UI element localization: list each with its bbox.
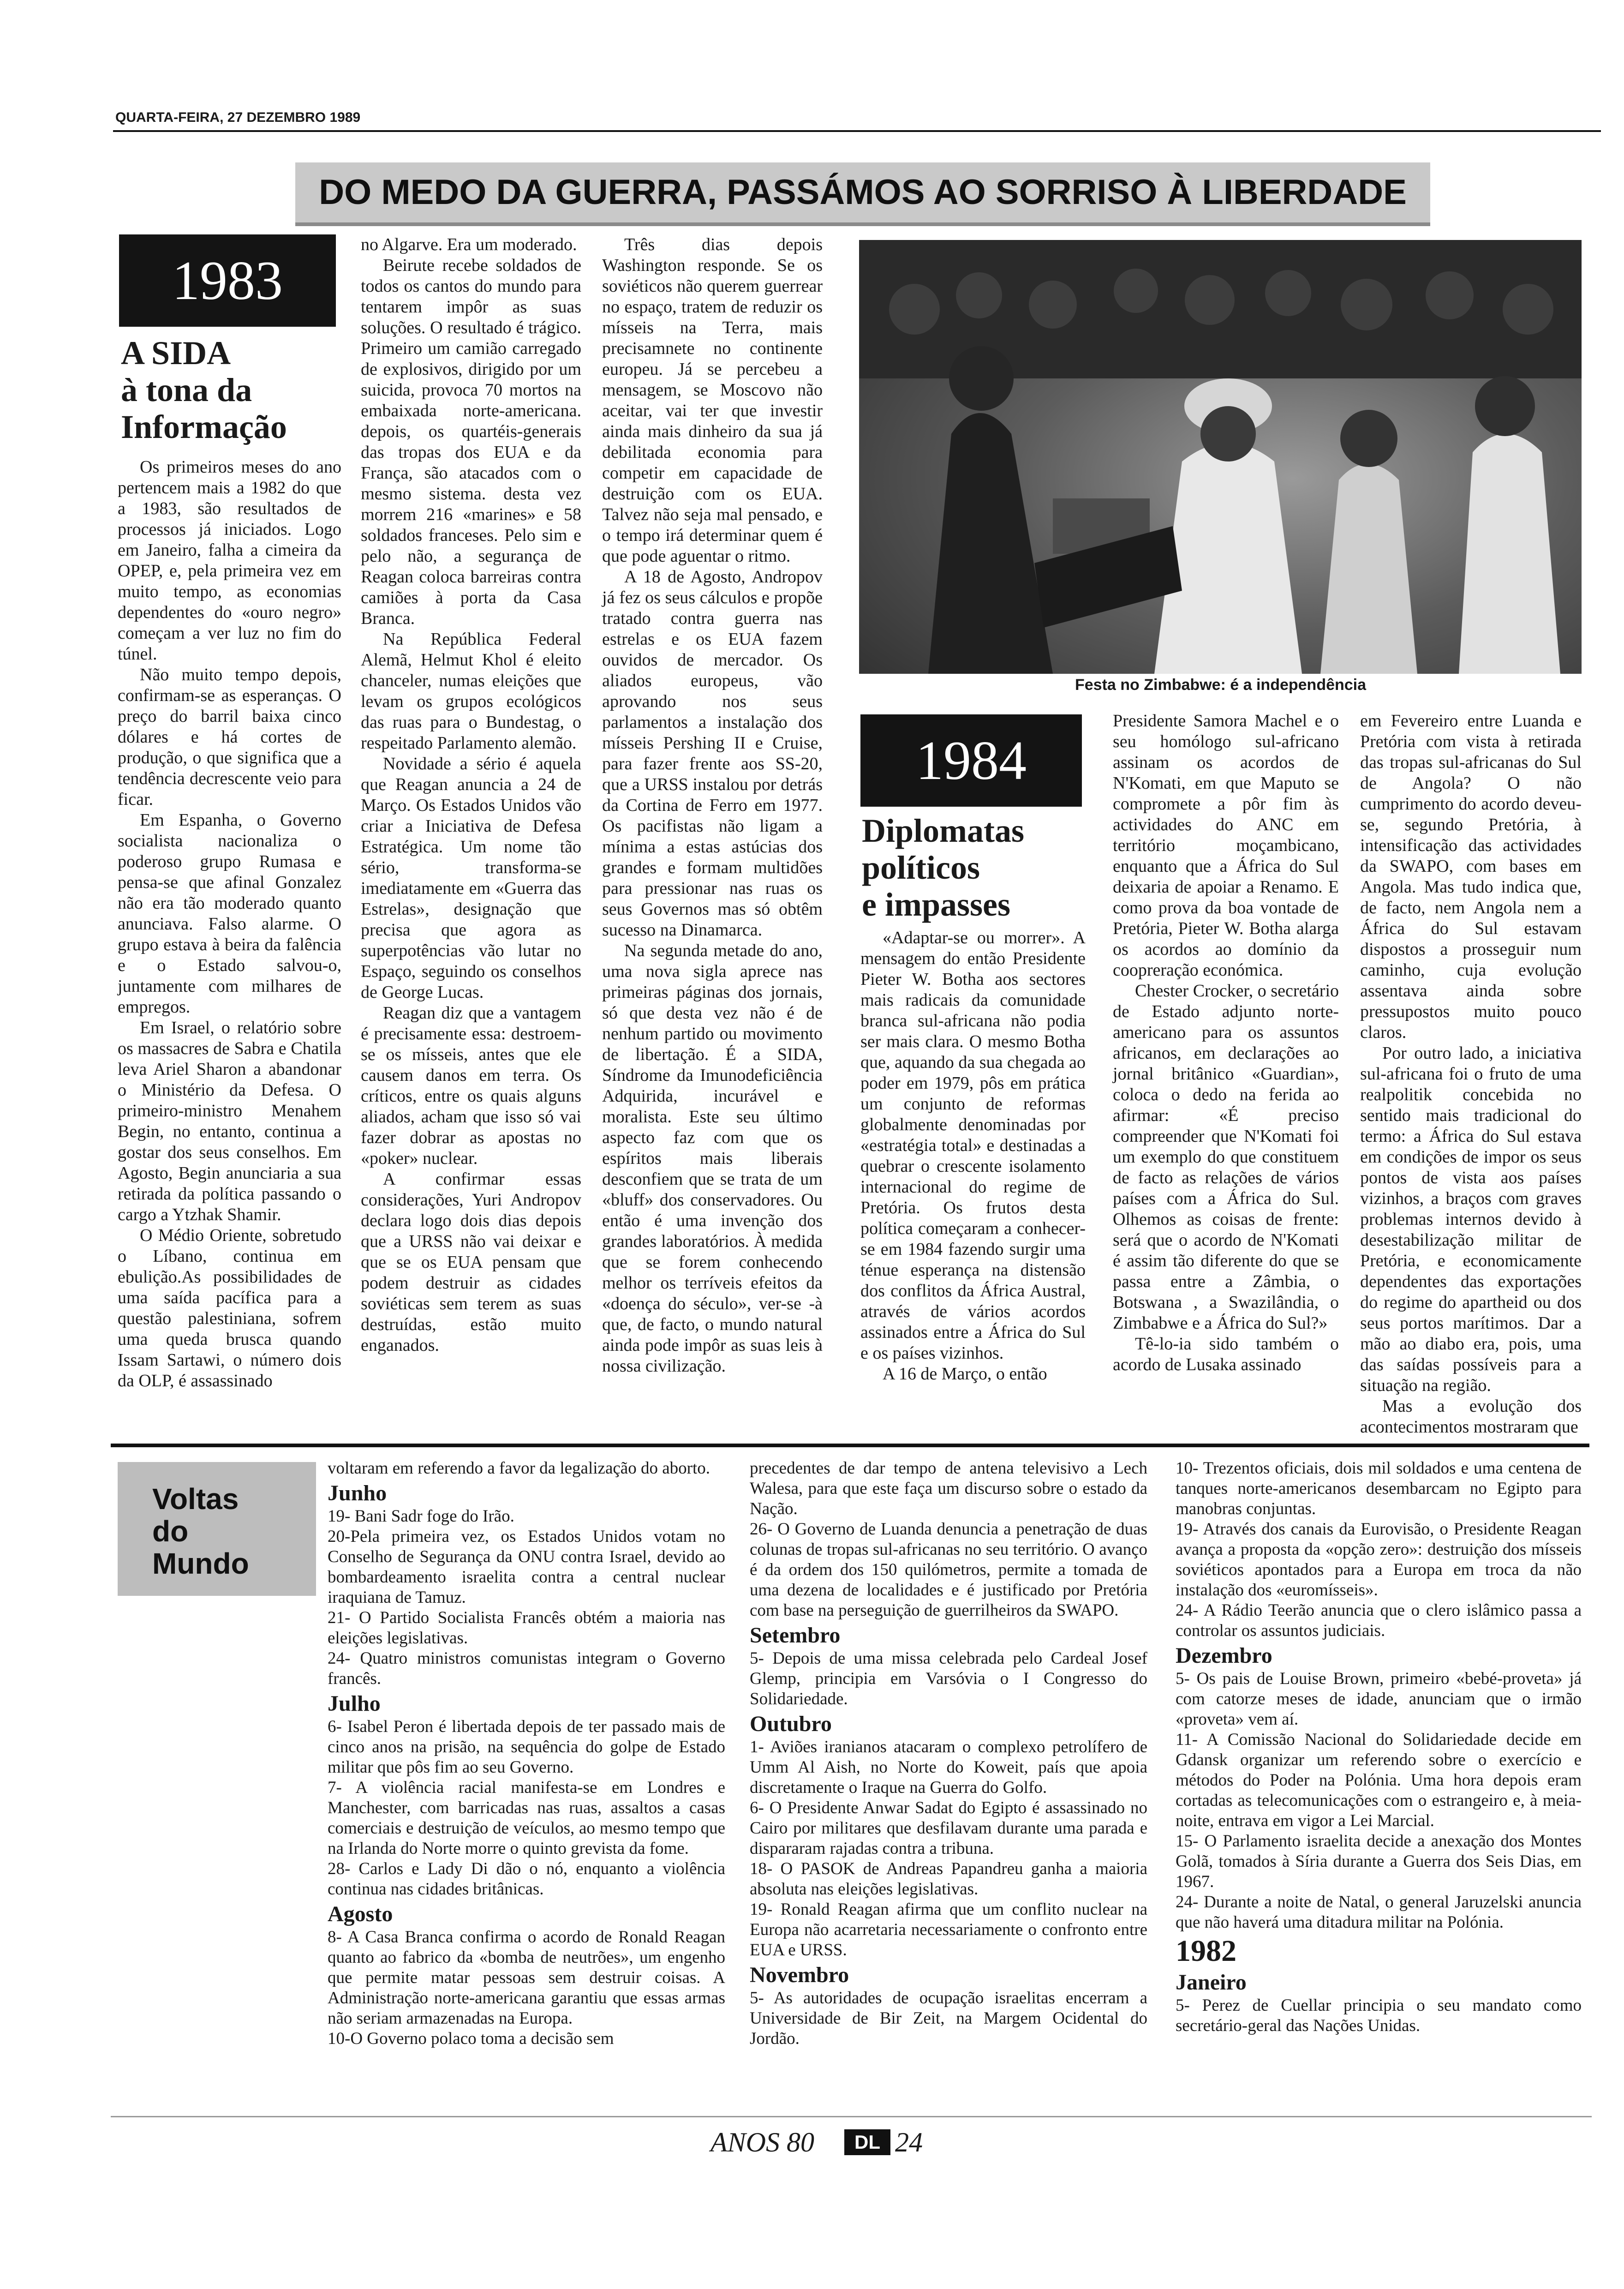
voltas-entry: 19- Ronald Reagan afirma que um conflito nuclear na Europa não acarretaria necessariamente o confronto entre EUA e URSS. bbox=[750, 1900, 1147, 1959]
headline-1983 bbox=[121, 335, 333, 445]
paragraph: Por outro lado, a iniciativa sul-africana foi o fruto de uma realpolitik concebida no sentido mais tradicional do termo: a África do Sul estava em condições de impor os seus pontos de vista aos países vizinhos, a braços com graves problemas internos devido à desestabilização militar de Pretória, e economicamente dependentes das exportações do regime do apartheid ou dos seus portos marítimos. Dar a mão ao diabo era, pois, uma das saídas possíveis para a situação na região. bbox=[1360, 1043, 1582, 1395]
photo-crowd-illustration bbox=[859, 240, 1582, 674]
article-1983-col-2 bbox=[361, 234, 581, 1356]
voltas-entry: 19- Bani Sadr foge do Irão. bbox=[328, 1507, 514, 1526]
paragraph: Beirute recebe soldados de todos os cantos do mundo para tentarem impôr as suas soluções. O resultado é trágico. Primeiro um camião carregado de explosivos, dirigido por um suicida, provoca 70 mortos na embaixada norte-americana. depois, os quartéis-generais das tropas dos EUA e da França, são atacados com o mesmo sistema. desta vez morrem 216 «marines» e 58 soldados franceses. Pelo sim e pelo não, a segurança de Reagan coloca barreiras contra camiões à porta da Casa Branca. bbox=[361, 256, 581, 628]
voltas-month-heading: Outubro bbox=[750, 1712, 832, 1736]
voltas-entry: 26- O Governo de Luanda denuncia a penetração de duas colunas de tropas sul-africanas no seu território. O avanço é da ordem dos 150 quilómetros, permite a tomada de uma dezena de localidades e é justificado por Pretória com base na perseguição de guerrilheiros da SWAPO. bbox=[750, 1520, 1147, 1620]
paragraph: em Fevereiro entre Luanda e Pretória com vista à retirada das tropas sul-africanas do Sul de Angola? O não cumprimento do acordo deveu-se, segundo Pretória, à intensificação das actividades da SWAPO, com bases em Angola. Mas tudo indica que, de facto, nem Angola nem a África do Sul estavam dispostos a prosseguir num caminho, cuja evolução assentava ainda sobre pressupostos muito pouco claros. bbox=[1360, 711, 1582, 1042]
paragraph: Novidade a sério é aquela que Reagan anuncia a 24 de Março. Os Estados Unidos vão criar a Iniciativa de Defesa Estratégica. Um nome tão sério, transforma-se imediatamente em «Guerra das Estrelas», designação que precisa que agora as superpotências vão lutar no Espaço, seguindo os conselhos de George Lucas. bbox=[361, 754, 581, 1002]
headline-1983-line-3: Informação bbox=[121, 408, 287, 445]
voltas-entry: 5- As autoridades de ocupação israelitas encerram a Universidade de Bir Zeit, na Margem Ocidental do Jordão. bbox=[750, 1989, 1147, 2048]
paragraph: Na segunda metade do ano, uma nova sigla aprece nas primeiras páginas dos jornais, só que desta vez não é de nenhum partido ou movimento de libertação. É a SIDA, Síndrome da Imunodeficiência Adquirida, incurável e moralista. Este seu último aspecto faz com que os espíritos mais liberais desconfiem que se trata de um «bluff» dos conservadores. Ou então é uma invenção dos grandes laboratórios. À medida que se forem conhecendo melhor os terríveis efeitos da «doença do século», ver-se -à que, de facto, o mundo natural ainda pode impôr as suas leis à nossa civilização. bbox=[602, 941, 823, 1376]
voltas-entry: 19- Através dos canais da Eurovisão, o Presidente Reagan avança a proposta da «opção zero»: destruição dos mísseis soviéticos apontados para a Europa em troca da não instalação dos «euromísseis». bbox=[1176, 1520, 1582, 1600]
paragraph: A 16 de Março, o então bbox=[883, 1364, 1047, 1384]
headline-1984-line-1: Diplomatas bbox=[862, 812, 1025, 849]
headline-1983-line-1: A SIDA bbox=[121, 335, 231, 372]
footer-page-number: 24 bbox=[895, 2127, 923, 2157]
voltas-entry: 8- A Casa Branca confirma o acordo de Ronald Reagan quanto ao fabrico da «bomba de neutrões», um engenho que permite matar pessoas sem destruir coisas. A Administração norte-americana garantiu que essas armas não seriam armazenadas na Europa. bbox=[328, 1928, 725, 2028]
voltas-entry: 24- Durante a noite de Natal, o general Jaruzelski anuncia que não haverá uma ditadura militar na Polónia. bbox=[1176, 1893, 1582, 1932]
voltas-entry: 20-Pela primeira vez, os Estados Unidos votam no Conselho de Segurança da ONU contra Israel, devido ao bombardeamento israelita contra a central nuclear iraquiana de Tamuz. bbox=[328, 1527, 725, 1607]
photo-caption: Festa no Zimbabwe: é a independência bbox=[1075, 676, 1367, 694]
voltas-month-heading: Novembro bbox=[750, 1963, 849, 1987]
voltas-month-heading: Julho bbox=[328, 1691, 381, 1716]
voltas-do-mundo-box bbox=[118, 1462, 316, 1596]
paragraph: Reagan diz que a vantagem é precisamente essa: destroem-se os mísseis, antes que ele causem danos em terra. Os críticos, entre os quais alguns aliados, acham que isso só vai fazer dobrar as apostas no «poker» nuclear. bbox=[361, 1003, 581, 1168]
headline-1984-line-2: políticos bbox=[862, 849, 980, 886]
year-box-1983: 1983 bbox=[119, 234, 336, 327]
voltas-year-heading: 1982 bbox=[1176, 1934, 1236, 1968]
voltas-month-heading: Junho bbox=[328, 1481, 387, 1505]
footer-rule bbox=[111, 2116, 1592, 2117]
banner-text: DO MEDO DA GUERRA, PASSÁMOS AO SORRISO À LIBERDADE bbox=[319, 173, 1407, 212]
article-1984-col-2 bbox=[1113, 711, 1339, 1375]
headline-1984 bbox=[862, 812, 1074, 923]
photo-zimbabwe-independence bbox=[859, 240, 1582, 674]
dateline: QUARTA-FEIRA, 27 DEZEMBRO 1989 bbox=[115, 110, 361, 125]
headline-1984-line-3: e impasses bbox=[862, 886, 1010, 923]
footer-section: ANOS 80 bbox=[710, 2127, 814, 2157]
voltas-entry: 15- O Parlamento israelita decide a anexação dos Montes Golã, tomados à Síria durante a Guerra dos Seis Dias, em 1967. bbox=[1176, 1832, 1582, 1891]
paragraph: Chester Crocker, o secretário de Estado adjunto norte-americano para os assuntos africanos, em declarações ao jornal britânico «Guardian», coloca o dedo na ferida ao afirmar: «É preciso compreender que N'Komati foi um exemplo do que constituem de facto as relações de vários países com a África do Sul. Olhemos as coisas de frente: será que o acordo de N'Komati é assim tão diferente do que se passa entre a Zâmbia, o Botswana , a Swazilândia, o Zimbabwe e a África do Sul?» bbox=[1113, 981, 1339, 1333]
voltas-entry: 1- Aviões iranianos atacaram o complexo petrolífero de Umm Al Aish, no Norte do Koweit, país que apoia discretamente o Iraque na Guerra do Golfo. bbox=[750, 1738, 1147, 1797]
article-1983-col-1 bbox=[118, 457, 341, 1391]
paragraph: O Médio Oriente, sobretudo o Líbano, continua em ebulição.As possibilidades de uma saída pacífica para a questão palestiniana, sofrem uma queda brusca quando Issam Sartawi, o número dois da OLP, é assassinado bbox=[118, 1226, 341, 1390]
voltas-entry: 21- O Partido Socialista Francês obtém a maioria nas eleições legislativas. bbox=[328, 1608, 725, 1648]
footer bbox=[701, 2123, 978, 2160]
section-divider bbox=[111, 1444, 1589, 1447]
voltas-month-heading: Agosto bbox=[328, 1902, 393, 1926]
footer-logo: DL bbox=[844, 2129, 890, 2155]
voltas-entry: 5- Depois de uma missa celebrada pelo Cardeal Josef Glemp, principia em Varsóvia o I Congresso do Solidariedade. bbox=[750, 1649, 1147, 1708]
paragraph: no Algarve. Era um moderado. bbox=[361, 235, 577, 254]
voltas-col-2 bbox=[750, 1458, 1147, 2049]
voltas-entry: 10-O Governo polaco toma a decisão sem bbox=[328, 2029, 614, 2048]
voltas-col-1 bbox=[328, 1458, 725, 2049]
voltas-entry: 24- Quatro ministros comunistas integram o Governo francês. bbox=[328, 1649, 725, 1688]
voltas-entry: 7- A violência racial manifesta-se em Londres e Manchester, com barricadas nas ruas, assaltos a casas comerciais e destruição de veículos, ao mesmo tempo que na Irlanda do Norte morre o quinto grevista da fome. bbox=[328, 1778, 725, 1858]
paragraph: Em Israel, o relatório sobre os massacres de Sabra e Chatila leva Ariel Sharon a abandonar o Ministério da Defesa. O primeiro-ministro Menahem Begin, no entanto, continua a gostar dos seus conselhos. Em Agosto, Begin anunciaria a sua retirada da política passando o cargo a Ytzhak Shamir. bbox=[118, 1018, 341, 1224]
voltas-entry: 5- Perez de Cuellar principia o seu mandato como secretário-geral das Nações Unidas. bbox=[1176, 1996, 1582, 2035]
paragraph: A confirmar essas considerações, Yuri Andropov declara logo dois dias depois que a URSS não vai deixar e que se os EUA pensam que podem destruir as cidades soviéticas sem terem as suas destruídas, estão muito enganados. bbox=[361, 1169, 581, 1355]
voltas-entry: 10- Trezentos oficiais, dois mil soldados e uma centena de tanques norte-americanos desembarcam no Egipto para manobras conjuntas. bbox=[1176, 1459, 1582, 1518]
voltas-title-line-3: Mundo bbox=[152, 1547, 249, 1580]
paragraph: Tê-lo-ia sido também o acordo de Lusaka assinado bbox=[1113, 1334, 1339, 1374]
voltas-entry: 11- A Comissão Nacional do Solidariedade decide em Gdansk organizar um referendo sobre o exercício e métodos do Poder na Polónia. Uma hora depois eram cortadas as telecomunicações com o estrangeiro e, à meia-noite, entrava em vigor a Lei Marcial. bbox=[1176, 1730, 1582, 1830]
paragraph: Os primeiros meses do ano pertencem mais a 1982 do que a 1983, são resultados de processos já iniciados. Logo em Janeiro, falha a cimeira da OPEP, e, pela primeira vez em muito tempo, as economias dependentes do «ouro negro» começam a ver luz no fim do túnel. bbox=[118, 457, 341, 664]
voltas-title-line-1: Voltas bbox=[152, 1482, 239, 1516]
paragraph: Mas a evolução dos acontecimentos mostraram que bbox=[1360, 1396, 1582, 1437]
paragraph: Na República Federal Alemã, Helmut Khol é eleito chanceler, numas eleições que levam os grupos ecológicos das ruas para o Bundestag, o respeitado Parlamento alemão. bbox=[361, 629, 581, 753]
voltas-month-heading: Janeiro bbox=[1176, 1970, 1247, 1995]
voltas-entry: 6- O Presidente Anwar Sadat do Egipto é assassinado no Cairo por militares que desfilavam durante uma parada e dispararam rajadas contra a tribuna. bbox=[750, 1798, 1147, 1858]
voltas-month-heading: Dezembro bbox=[1176, 1643, 1272, 1668]
headline-1983-line-2: à tona da bbox=[121, 372, 252, 408]
voltas-entry: 28- Carlos e Lady Di dão o nó, enquanto a violência continua nas cidades britânicas. bbox=[328, 1859, 725, 1899]
voltas-entry: voltaram em referendo a favor da legalização do aborto. bbox=[328, 1459, 710, 1478]
voltas-entry: 18- O PASOK de Andreas Papandreu ganha a maioria absoluta nas eleições legislativas. bbox=[750, 1859, 1147, 1899]
paragraph: Em Espanha, o Governo socialista nacionaliza o poderoso grupo Rumasa e pensa-se que afinal Gonzalez não era tão moderado quanto anunciava. Falso alarme. O grupo estava à beira da falência e o Estado salvou-o, juntamente com milhares de empregos. bbox=[118, 810, 341, 1017]
header-rule bbox=[113, 130, 1601, 132]
article-1984-col-3 bbox=[1360, 711, 1582, 1438]
paragraph: Três dias depois Washington responde. Se os soviéticos não querem guerrear no espaço, tratem de reduzir os mísseis na Terra, mais precisamnete no continente europeu. Já se percebeu a mensagem, se Moscovo não aceitar, vai ter que investir ainda mais dinheiro da sua já debilitada economia para competir em capacidade de destruição com os EUA. Talvez não seja mal pensado, e o tempo irá determinar quem é que pode aguentar o ritmo. bbox=[602, 235, 823, 566]
paragraph: Não muito tempo depois, confirmam-se as esperanças. O preço do barril baixa cinco dólares e há cortes de produção, o que significa que a tendência decrescente veio para ficar. bbox=[118, 665, 341, 809]
voltas-month-heading: Setembro bbox=[750, 1623, 841, 1648]
banner-headline bbox=[295, 162, 1430, 226]
year-box-1984: 1984 bbox=[860, 714, 1082, 807]
paragraph: Presidente Samora Machel e o seu homólogo sul-africano assinam os acordos de N'Komati, em que Maputo se compromete a pôr fim às actividades do ANC em território moçambicano, enquanto que a África do Sul deixaria de apoiar a Renamo. E como prova da boa vontade de Pretória, Pieter W. Botha alarga os acordos ao domínio da coopreração económica. bbox=[1113, 711, 1339, 980]
voltas-entry: 6- Isabel Peron é libertada depois de ter passado mais de cinco anos na prisão, na sequência do golpe de Estado militar que pôs fim ao seu Governo. bbox=[328, 1717, 725, 1777]
voltas-entry: 24- A Rádio Teerão anuncia que o clero islâmico passa a controlar os assuntos judiciais. bbox=[1176, 1601, 1582, 1640]
paragraph: «Adaptar-se ou morrer». A mensagem do então Presidente Pieter W. Botha aos sectores mais radicais da comunidade branca sul-africana não podia ser mais clara. O mesmo Botha que, aquando da sua chegada ao poder em 1979, pôs em prática um conjunto de reformas globalmente denominadas por «estratégia total» e destinadas a quebrar o crescente isolamento internacional do regime de Pretória. Os frutos desta política começaram a conhecer-se em 1984 fazendo surgir uma ténue esperança na distensão dos conflitos da África Austral, através de vários acordos assinados entre a África do Sul e os países vizinhos. bbox=[860, 928, 1086, 1363]
article-1983-col-3 bbox=[602, 234, 823, 1377]
voltas-title-line-2: do bbox=[152, 1515, 189, 1548]
paragraph: A 18 de Agosto, Andropov já fez os seus cálculos e propõe tratado contra guerra nas estrelas e os EUA fazem ouvidos de mercador. Os aliados europeus, vão aprovando nos seus parlamentos a instalação dos mísseis Pershing II e Cruise, para fazer frente aos SS-20, que a URSS instalou por detrás da Cortina de Ferro em 1977. Os pacifistas não ligam a mínima a estas astúcias dos grandes e formam multidões para pressionar nas ruas os seus Governos mas só obtêm sucesso na Dinamarca. bbox=[602, 567, 823, 940]
voltas-entry: precedentes de dar tempo de antena televisivo a Lech Walesa, para que este faça um discurso sobre o estado da Nação. bbox=[750, 1459, 1147, 1518]
article-1984-col-1 bbox=[860, 928, 1086, 1384]
voltas-entry: 5- Os pais de Louise Brown, primeiro «bebé-proveta» já com catorze meses de idade, anunciam que o irmão «proveta» vem aí. bbox=[1176, 1669, 1582, 1729]
voltas-col-3 bbox=[1176, 1458, 1582, 2036]
